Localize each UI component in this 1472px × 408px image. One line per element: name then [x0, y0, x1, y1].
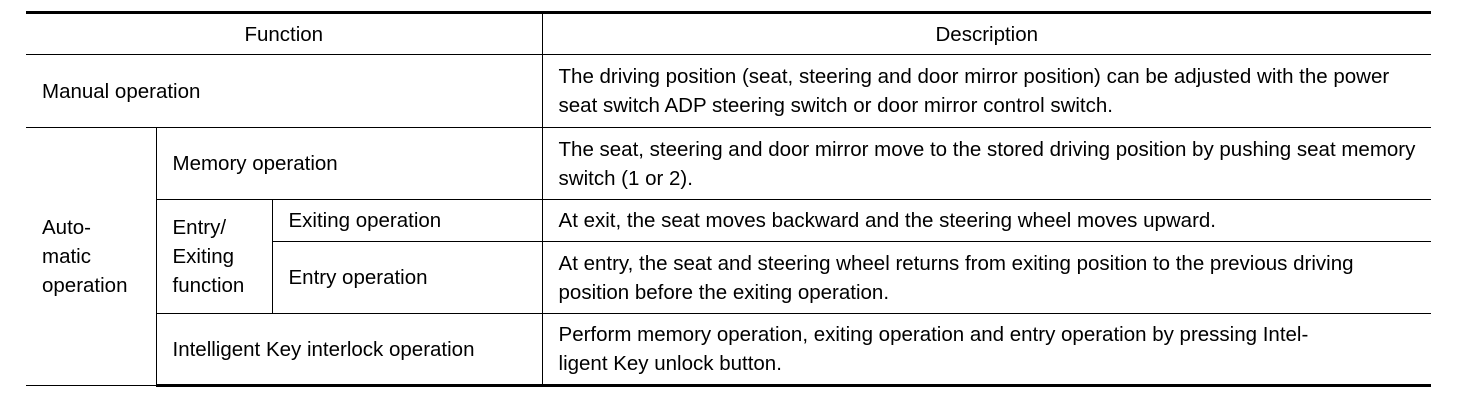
function-description-table — [26, 11, 1431, 387]
function-entry-operation: Entry operation — [272, 242, 542, 314]
description-manual-operation: The driving position (seat, steering and door mirror position) can be adjusted with the power seat switch ADP steering switch or door mirror control switch. — [542, 55, 1431, 128]
table-row-exiting — [26, 200, 1431, 242]
function-manual-operation: Manual operation — [26, 55, 542, 128]
group-entry-exiting-function: Entry/ Exiting function — [156, 200, 272, 314]
description-exiting-operation: At exit, the seat moves backward and the steering wheel moves upward. — [542, 200, 1431, 242]
header-function: Function — [26, 13, 542, 55]
function-exiting-operation: Exiting operation — [272, 200, 542, 242]
table-row-manual — [26, 55, 1431, 128]
table-row-intelligent-key — [26, 314, 1431, 386]
group-automatic-operation: Auto- matic operation — [26, 128, 156, 386]
description-intelligent-key-interlock-operation: Perform memory operation, exiting operation and entry operation by pressing Intel- ligent Key unlock button. — [542, 314, 1431, 386]
description-memory-operation: The seat, steering and door mirror move to the stored driving position by pushing seat memory switch (1 or 2). — [542, 128, 1431, 200]
header-row — [26, 13, 1431, 55]
function-intelligent-key-interlock-operation: Intelligent Key interlock operation — [156, 314, 542, 386]
header-description: Description — [542, 13, 1431, 55]
table-row-memory — [26, 128, 1431, 200]
function-memory-operation: Memory operation — [156, 128, 542, 200]
description-entry-operation: At entry, the seat and steering wheel returns from exiting position to the previous driving position before the exiting operation. — [542, 242, 1431, 314]
